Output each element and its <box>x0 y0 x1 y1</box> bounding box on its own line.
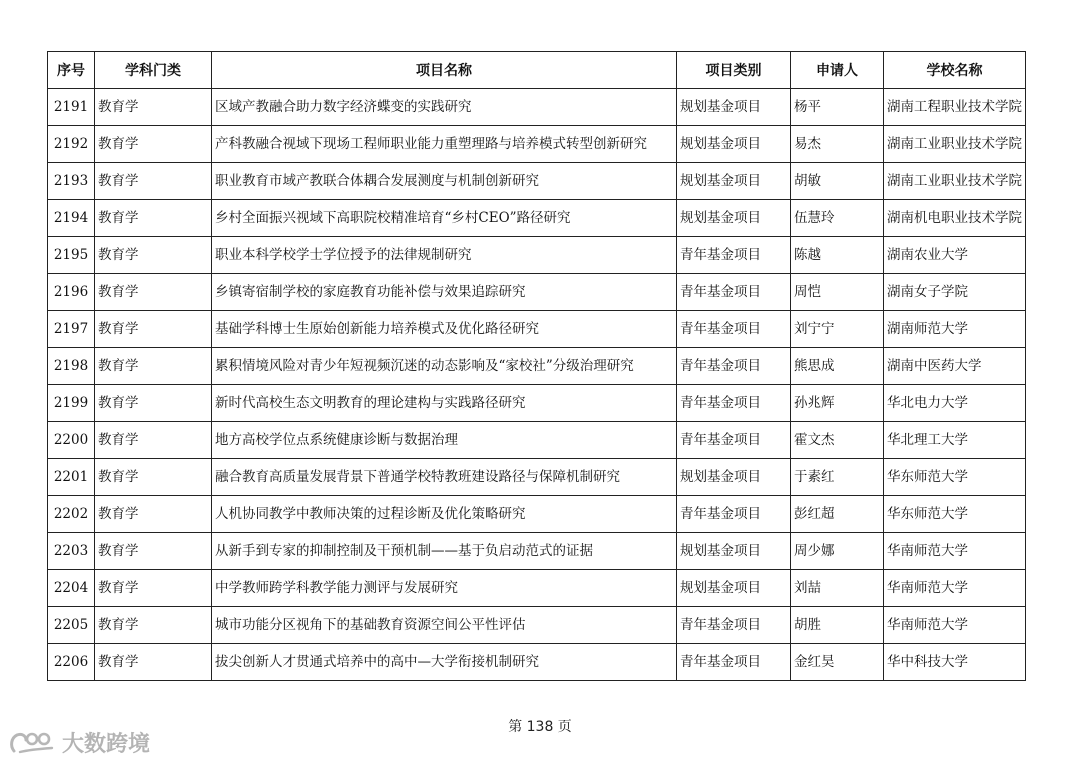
project-table <box>47 51 1026 681</box>
table-row <box>48 385 1026 422</box>
cell-no: 2204 <box>48 570 95 607</box>
cell-category: 青年基金项目 <box>677 385 791 422</box>
cell-category: 规划基金项目 <box>677 533 791 570</box>
cell-no: 2196 <box>48 274 95 311</box>
cell-no: 2202 <box>48 496 95 533</box>
cell-school: 湖南师范大学 <box>884 311 1026 348</box>
cell-discipline: 教育学 <box>95 607 212 644</box>
cell-category: 规划基金项目 <box>677 89 791 126</box>
cell-no: 2198 <box>48 348 95 385</box>
cell-discipline: 教育学 <box>95 496 212 533</box>
cell-project: 新时代高校生态文明教育的理论建构与实践路径研究 <box>212 385 677 422</box>
table-row <box>48 200 1026 237</box>
cell-category: 规划基金项目 <box>677 126 791 163</box>
page-number: 第 138 页 <box>508 719 572 735</box>
cell-applicant: 刘宁宁 <box>791 311 884 348</box>
cell-no: 2205 <box>48 607 95 644</box>
cell-school: 华南师范大学 <box>884 607 1026 644</box>
cell-project: 拔尖创新人才贯通式培养中的高中—大学衔接机制研究 <box>212 644 677 681</box>
cell-project: 乡镇寄宿制学校的家庭教育功能补偿与效果追踪研究 <box>212 274 677 311</box>
cell-no: 2197 <box>48 311 95 348</box>
header-no: 序号 <box>48 52 95 89</box>
table-row <box>48 607 1026 644</box>
cell-discipline: 教育学 <box>95 311 212 348</box>
cell-category: 规划基金项目 <box>677 570 791 607</box>
cell-school: 华南师范大学 <box>884 570 1026 607</box>
cell-no: 2194 <box>48 200 95 237</box>
cell-school: 华东师范大学 <box>884 496 1026 533</box>
cell-school: 湖南农业大学 <box>884 237 1026 274</box>
cell-applicant: 彭红超 <box>791 496 884 533</box>
cell-project: 乡村全面振兴视域下高职院校精准培育“乡村CEO”路径研究 <box>212 200 677 237</box>
header-project: 项目名称 <box>212 52 677 89</box>
cell-discipline: 教育学 <box>95 533 212 570</box>
cell-no: 2195 <box>48 237 95 274</box>
cell-school: 湖南机电职业技术学院 <box>884 200 1026 237</box>
cell-category: 规划基金项目 <box>677 163 791 200</box>
watermark-logo-icon <box>8 730 58 756</box>
cell-applicant: 胡胜 <box>791 607 884 644</box>
header-category: 项目类别 <box>677 52 791 89</box>
cell-applicant: 周恺 <box>791 274 884 311</box>
watermark-text: 大数跨境 <box>62 732 151 757</box>
cell-project: 累积情境风险对青少年短视频沉迷的动态影响及“家校社”分级治理研究 <box>212 348 677 385</box>
cell-discipline: 教育学 <box>95 348 212 385</box>
cell-discipline: 教育学 <box>95 237 212 274</box>
table-row <box>48 496 1026 533</box>
cell-school: 华东师范大学 <box>884 459 1026 496</box>
header-applicant: 申请人 <box>791 52 884 89</box>
table-row <box>48 163 1026 200</box>
cell-applicant: 陈越 <box>791 237 884 274</box>
table-row <box>48 274 1026 311</box>
cell-category: 青年基金项目 <box>677 274 791 311</box>
cell-project: 中学教师跨学科教学能力测评与发展研究 <box>212 570 677 607</box>
cell-discipline: 教育学 <box>95 89 212 126</box>
cell-applicant: 霍文杰 <box>791 422 884 459</box>
cell-no: 2200 <box>48 422 95 459</box>
cell-no: 2192 <box>48 126 95 163</box>
cell-category: 青年基金项目 <box>677 237 791 274</box>
cell-project: 职业本科学校学士学位授予的法律规制研究 <box>212 237 677 274</box>
cell-discipline: 教育学 <box>95 126 212 163</box>
cell-applicant: 于素红 <box>791 459 884 496</box>
cell-discipline: 教育学 <box>95 200 212 237</box>
cell-category: 青年基金项目 <box>677 644 791 681</box>
cell-applicant: 熊思成 <box>791 348 884 385</box>
cell-project: 融合教育高质量发展背景下普通学校特教班建设路径与保障机制研究 <box>212 459 677 496</box>
cell-school: 华中科技大学 <box>884 644 1026 681</box>
table-row <box>48 237 1026 274</box>
cell-discipline: 教育学 <box>95 570 212 607</box>
cell-no: 2206 <box>48 644 95 681</box>
cell-no: 2191 <box>48 89 95 126</box>
cell-project: 区域产教融合助力数字经济蝶变的实践研究 <box>212 89 677 126</box>
cell-school: 华北理工大学 <box>884 422 1026 459</box>
cell-project: 基础学科博士生原始创新能力培养模式及优化路径研究 <box>212 311 677 348</box>
cell-category: 规划基金项目 <box>677 200 791 237</box>
cell-no: 2201 <box>48 459 95 496</box>
cell-no: 2203 <box>48 533 95 570</box>
table-row <box>48 348 1026 385</box>
cell-discipline: 教育学 <box>95 385 212 422</box>
cell-school: 华南师范大学 <box>884 533 1026 570</box>
cell-applicant: 金红昊 <box>791 644 884 681</box>
table-row <box>48 422 1026 459</box>
cell-category: 青年基金项目 <box>677 311 791 348</box>
cell-school: 华北电力大学 <box>884 385 1026 422</box>
table-row <box>48 459 1026 496</box>
cell-no: 2199 <box>48 385 95 422</box>
table-row <box>48 644 1026 681</box>
cell-category: 规划基金项目 <box>677 459 791 496</box>
table-header-row <box>48 52 1026 89</box>
cell-category: 青年基金项目 <box>677 422 791 459</box>
cell-project: 人机协同教学中教师决策的过程诊断及优化策略研究 <box>212 496 677 533</box>
cell-category: 青年基金项目 <box>677 496 791 533</box>
table-row <box>48 311 1026 348</box>
cell-applicant: 孙兆辉 <box>791 385 884 422</box>
cell-project: 职业教育市域产教联合体耦合发展测度与机制创新研究 <box>212 163 677 200</box>
cell-project: 城市功能分区视角下的基础教育资源空间公平性评估 <box>212 607 677 644</box>
cell-no: 2193 <box>48 163 95 200</box>
cell-applicant: 易杰 <box>791 126 884 163</box>
cell-school: 湖南工程职业技术学院 <box>884 89 1026 126</box>
cell-applicant: 胡敏 <box>791 163 884 200</box>
cell-category: 青年基金项目 <box>677 607 791 644</box>
cell-applicant: 刘喆 <box>791 570 884 607</box>
cell-discipline: 教育学 <box>95 644 212 681</box>
table-row <box>48 126 1026 163</box>
cell-project: 从新手到专家的抑制控制及干预机制——基于负启动范式的证据 <box>212 533 677 570</box>
table-row <box>48 89 1026 126</box>
cell-school: 湖南女子学院 <box>884 274 1026 311</box>
cell-applicant: 伍慧玲 <box>791 200 884 237</box>
table-row <box>48 570 1026 607</box>
cell-project: 地方高校学位点系统健康诊断与数据治理 <box>212 422 677 459</box>
cell-discipline: 教育学 <box>95 274 212 311</box>
cell-project: 产科教融合视域下现场工程师职业能力重塑理路与培养模式转型创新研究 <box>212 126 677 163</box>
cell-applicant: 周少娜 <box>791 533 884 570</box>
header-discipline: 学科门类 <box>95 52 212 89</box>
header-school: 学校名称 <box>884 52 1026 89</box>
cell-school: 湖南工业职业技术学院 <box>884 126 1026 163</box>
cell-category: 青年基金项目 <box>677 348 791 385</box>
cell-school: 湖南中医药大学 <box>884 348 1026 385</box>
cell-discipline: 教育学 <box>95 422 212 459</box>
watermark <box>8 727 150 758</box>
table-row <box>48 533 1026 570</box>
cell-applicant: 杨平 <box>791 89 884 126</box>
cell-school: 湖南工业职业技术学院 <box>884 163 1026 200</box>
cell-discipline: 教育学 <box>95 459 212 496</box>
cell-discipline: 教育学 <box>95 163 212 200</box>
